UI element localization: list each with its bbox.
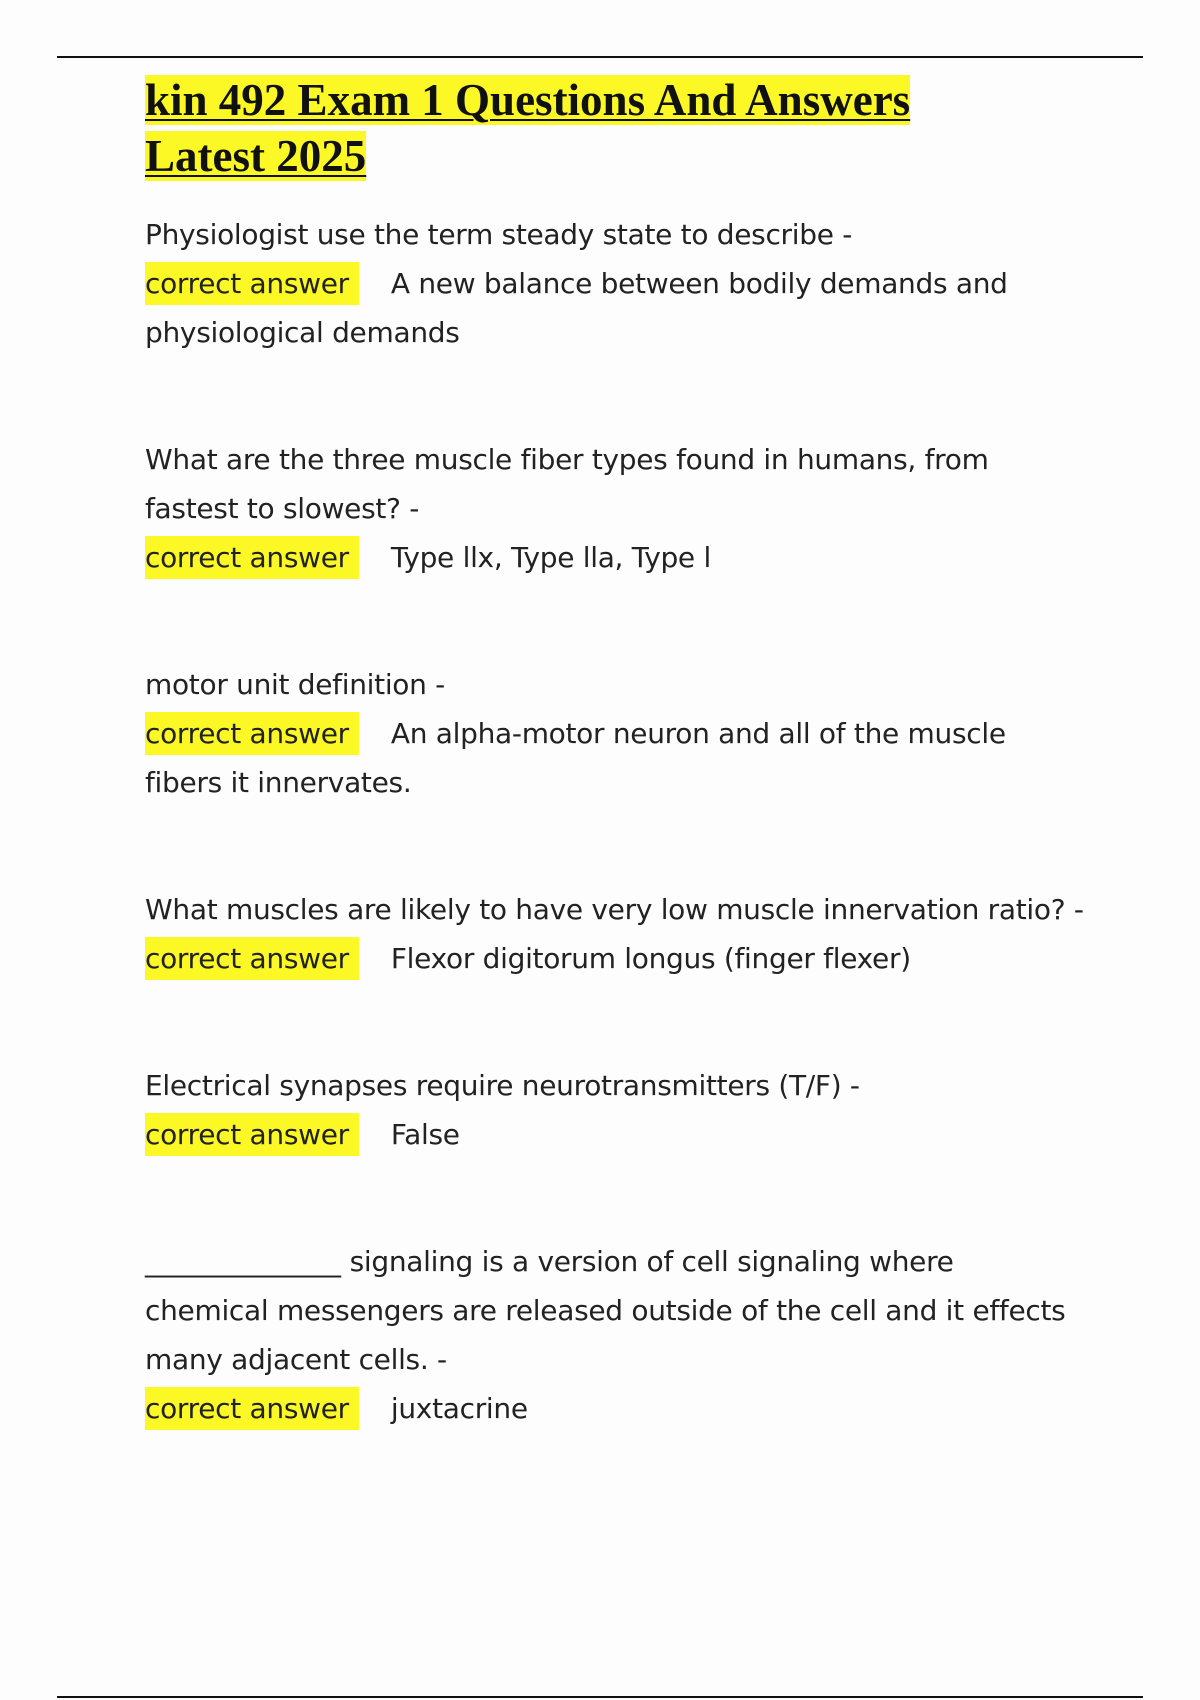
correct-answer-label: correct answer xyxy=(145,1387,359,1430)
question-text xyxy=(145,1237,1085,1384)
qa-list xyxy=(145,210,1105,1433)
answer-line xyxy=(145,533,1105,582)
answer-line xyxy=(145,259,1105,308)
question-text: What muscles are likely to have very low muscle innervation ratio? - xyxy=(145,893,1084,926)
answer-text: A new balance between bodily demands and xyxy=(390,267,1008,300)
answer-text: Type llx, Type lla, Type l xyxy=(390,541,711,574)
answer-continuation: physiological demands xyxy=(145,316,460,349)
answer-line xyxy=(145,709,1105,758)
answer-line xyxy=(145,934,1105,983)
document-title xyxy=(145,72,1045,184)
title-line-1: kin 492 Exam 1 Questions And Answers xyxy=(145,75,911,125)
answer-text: An alpha-motor neuron and all of the muscle xyxy=(390,717,1006,750)
qa-item xyxy=(145,1061,1105,1159)
qa-item xyxy=(145,1237,1105,1433)
question-text: motor unit definition - xyxy=(145,668,445,701)
correct-answer-label: correct answer xyxy=(145,262,359,305)
qa-item xyxy=(145,210,1105,357)
question-text: Physiologist use the term steady state to describe - xyxy=(145,218,853,251)
correct-answer-label: correct answer xyxy=(145,536,359,579)
answer-line xyxy=(145,1110,1105,1159)
correct-answer-label: correct answer xyxy=(145,1113,359,1156)
answer-line xyxy=(145,1384,1105,1433)
top-rule xyxy=(57,56,1143,58)
title-line-2: Latest 2025 xyxy=(145,131,367,181)
answer-text: False xyxy=(390,1118,460,1151)
answer-text: Flexor digitorum longus (finger flexer) xyxy=(390,942,911,975)
correct-answer-label: correct answer xyxy=(145,937,359,980)
question-text: Electrical synapses require neurotransmitters (T/F) - xyxy=(145,1069,860,1102)
answer-text: juxtacrine xyxy=(390,1392,528,1425)
fill-in-blank: ______________ xyxy=(145,1245,341,1278)
qa-item xyxy=(145,435,1105,582)
answer-continuation: fibers it innervates. xyxy=(145,766,412,799)
qa-item xyxy=(145,885,1105,983)
qa-item xyxy=(145,660,1105,807)
question-body: signaling is a version of cell signaling where chemical messengers are released outside of the cell and it effects many adjacent cells. - xyxy=(145,1245,1066,1376)
correct-answer-label: correct answer xyxy=(145,712,359,755)
bottom-rule xyxy=(57,1696,1143,1698)
question-text: What are the three muscle fiber types found in humans, from fastest to slowest? - xyxy=(145,443,989,525)
